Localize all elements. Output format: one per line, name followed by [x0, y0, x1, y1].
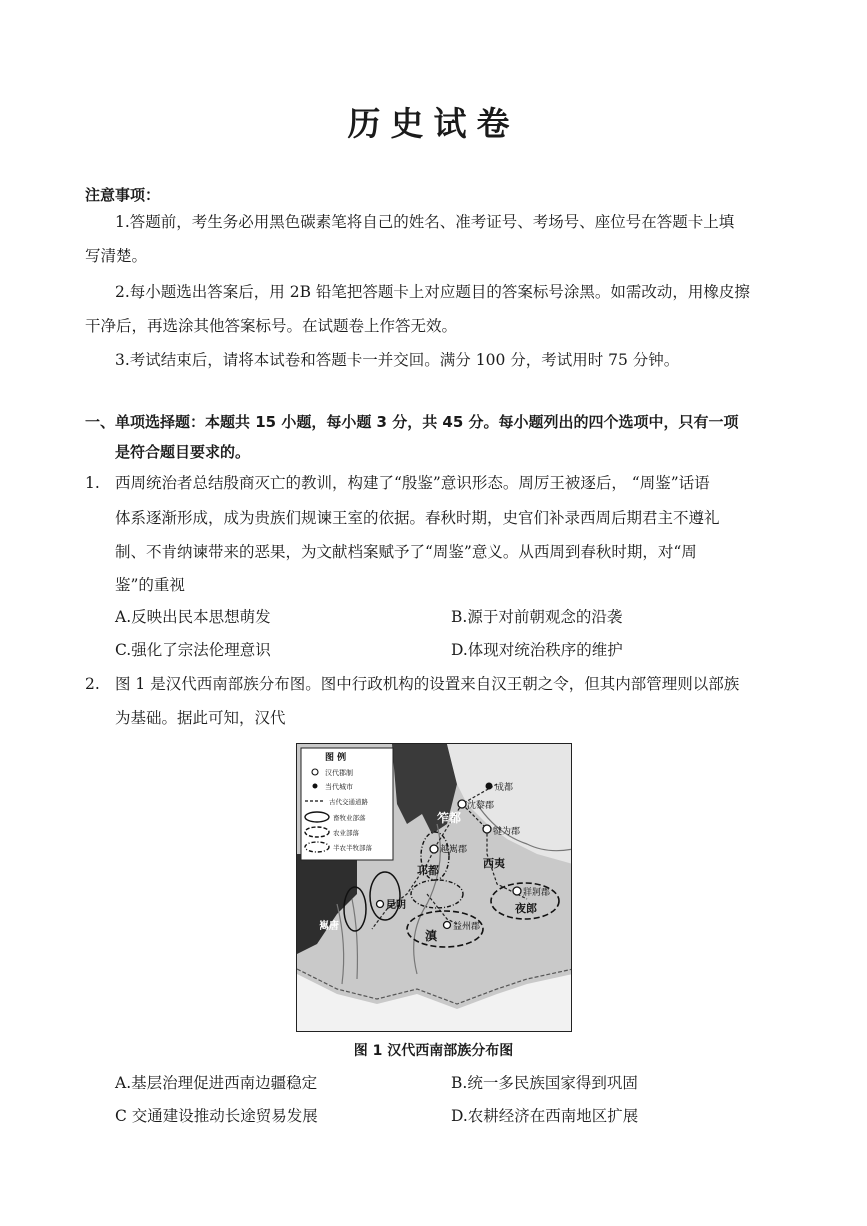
commandery-circle	[444, 922, 451, 929]
section-heading-line-2: 是符合题目要求的。	[115, 443, 251, 461]
notice-item-1-line-1: 1.答题前，考生务必用黑色碳素笔将自己的姓名、准考证号、考场号、座位号在答题卡上填	[115, 213, 735, 231]
legend-item-6: 半农半牧部落	[333, 844, 372, 852]
legend-item-1: 汉代郡制	[325, 769, 353, 777]
question-1-stem-line-2: 体系逐渐形成，成为贵族们规谏王室的依据。春秋时期，史官们补录西周后期君主不遵礼	[115, 509, 720, 527]
commandery-circle	[513, 887, 521, 895]
question-2-number: 2.	[85, 675, 100, 693]
label-xiyi: 西夷	[483, 857, 505, 870]
southwest-tribes-map	[297, 744, 572, 1032]
map-figure	[296, 743, 572, 1032]
notice-item-2-line-1: 2.每小题选出答案后，用 2B 铅笔把答题卡上对应题目的答案标号涂黑。如需改动，用橡皮擦	[115, 283, 750, 301]
label-yizhou: 益州郡	[453, 922, 481, 932]
question-2-option-a[interactable]: A.基层治理促进西南边疆稳定	[115, 1074, 318, 1092]
label-yelang: 夜郎	[515, 902, 537, 915]
label-yuexi: 越嶲郡	[440, 845, 468, 855]
legend-item-2: 当代城市	[325, 783, 353, 791]
question-1-number: 1.	[85, 474, 100, 492]
notice-heading: 注意事项：	[85, 186, 161, 204]
commandery-circle	[430, 845, 438, 853]
page-title: 历史试卷	[347, 104, 520, 143]
legend-item-5: 农业部落	[333, 829, 359, 837]
legend-item-3: 古代交通道路	[329, 798, 368, 806]
figure-caption: 图 1 汉代西南部族分布图	[353, 1043, 514, 1059]
city-dot-chengdu	[486, 783, 493, 790]
question-1-stem-line-1: 西周统治者总结殷商灭亡的教训，构建了“殷鉴”意识形态。周厉王被逐后， “周鉴”话语	[115, 474, 710, 492]
commandery-circle	[458, 800, 466, 808]
question-1-option-b[interactable]: B.源于对前朝观念的沿袭	[451, 608, 623, 626]
legend-city-icon	[313, 784, 318, 789]
notice-item-3-line-1: 3.考试结束后，请将本试卷和答题卡一并交回。满分 100 分，考试用时 75 分钟。	[115, 351, 680, 369]
section-heading-line-1: 一、单项选择题：本题共 15 小题，每小题 3 分，共 45 分。每小题列出的四个选项中，只有一项	[85, 413, 739, 431]
question-2-stem-line-2: 为基础。据此可知，汉代	[115, 709, 286, 727]
label-sui: 嶲唐	[319, 921, 339, 932]
question-1-stem-line-3: 制、不肯纳谏带来的恶果，为文献档案赋予了“周鉴”意义。从西周到春秋时期，对“周	[115, 543, 697, 561]
legend-commandery-icon	[312, 769, 318, 775]
legend-item-4: 畜牧业部落	[333, 814, 366, 822]
question-1-option-c[interactable]: C.强化了宗法伦理意识	[115, 641, 271, 659]
notice-item-2-line-2: 干净后，再选涂其他答案标号。在试题卷上作答无效。	[85, 317, 458, 335]
question-2-option-b[interactable]: B.统一多民族国家得到巩固	[451, 1074, 638, 1092]
question-1-option-d[interactable]: D.体现对统治秩序的维护	[451, 641, 623, 659]
label-qiongdu: 邛都	[417, 864, 439, 877]
label-zuodu: 笮都	[437, 811, 462, 825]
legend-title: 图 例	[325, 753, 347, 763]
question-1-stem-line-4: 鉴”的重视	[115, 576, 185, 594]
label-kunming: 昆明	[386, 900, 406, 911]
question-2-option-c[interactable]: C 交通建设推动长途贸易发展	[115, 1107, 318, 1125]
label-shenli: 沈黎郡	[467, 801, 495, 811]
commandery-circle	[483, 825, 491, 833]
label-zangke: 牂牁郡	[523, 888, 551, 898]
label-qianwei: 犍为郡	[493, 827, 521, 837]
question-2-stem-line-1: 图 1 是汉代西南部族分布图。图中行政机构的设置来自汉王朝之令，但其内部管理则以部族	[115, 675, 740, 693]
question-2-option-d[interactable]: D.农耕经济在西南地区扩展	[451, 1107, 639, 1125]
notice-item-1-line-2: 写清楚。	[85, 247, 148, 265]
label-dian: 滇	[425, 929, 438, 943]
commandery-circle	[377, 901, 384, 908]
question-1-option-a[interactable]: A.反映出民本思想萌发	[115, 608, 271, 626]
label-chengdu: 成都	[495, 783, 514, 793]
